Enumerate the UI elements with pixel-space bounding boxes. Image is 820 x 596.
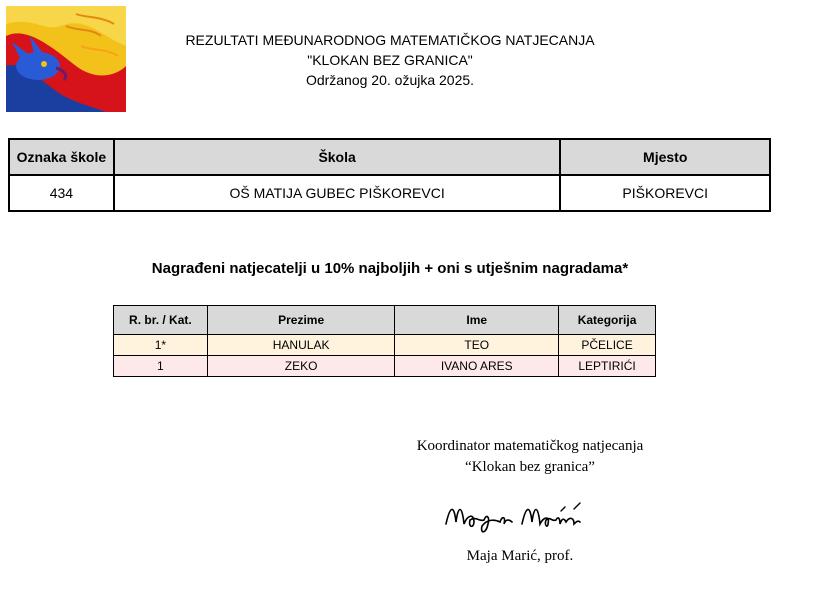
category-cell: LEPTIRIĆI bbox=[559, 356, 656, 377]
school-name: OŠ MATIJA GUBEC PIŠKOREVCI bbox=[114, 175, 561, 211]
school-code: 434 bbox=[9, 175, 114, 211]
header-rank: R. br. / Kat. bbox=[114, 306, 208, 335]
table-row bbox=[114, 335, 656, 356]
header-title: REZULTATI MEĐUNARODNOG MATEMATIČKOG NATJECANJA bbox=[185, 32, 595, 48]
header-place: Mjesto bbox=[560, 139, 770, 175]
surname-cell: HANULAK bbox=[207, 335, 395, 356]
coordinator-block bbox=[360, 436, 700, 478]
header-school: Škola bbox=[114, 139, 561, 175]
awards-subtitle: Nagrađeni natjecatelji u 10% najboljih + oni s utješnim nagradama* bbox=[151, 260, 629, 277]
school-table bbox=[8, 138, 771, 212]
first-name-cell: IVANO ARES bbox=[395, 356, 559, 377]
school-table-row bbox=[9, 175, 770, 211]
coordinator-competition: “Klokan bez granica” bbox=[465, 459, 595, 475]
klokan-logo bbox=[6, 6, 126, 112]
table-row bbox=[114, 356, 656, 377]
awards-table bbox=[113, 305, 656, 377]
document-header bbox=[130, 30, 650, 90]
header-competition-name: "KLOKAN BEZ GRANICA" bbox=[307, 52, 473, 68]
surname-cell: ZEKO bbox=[207, 356, 395, 377]
header-surname: Prezime bbox=[207, 306, 395, 335]
signatory-name: Maja Marić, prof. bbox=[466, 548, 574, 564]
category-cell: PČELICE bbox=[559, 335, 656, 356]
handwritten-signature bbox=[440, 494, 590, 538]
header-category: Kategorija bbox=[559, 306, 656, 335]
first-name-cell: TEO bbox=[395, 335, 559, 356]
school-table-header-row bbox=[9, 139, 770, 175]
rank-cell: 1 bbox=[114, 356, 208, 377]
coordinator-title: Koordinator matematičkog natjecanja bbox=[416, 438, 644, 454]
rank-cell: 1* bbox=[114, 335, 208, 356]
school-place: PIŠKOREVCI bbox=[560, 175, 770, 211]
header-first-name: Ime bbox=[395, 306, 559, 335]
awards-table-header-row bbox=[114, 306, 656, 335]
header-date: Održanog 20. ožujka 2025. bbox=[305, 72, 475, 88]
header-school-code: Oznaka škole bbox=[9, 139, 114, 175]
